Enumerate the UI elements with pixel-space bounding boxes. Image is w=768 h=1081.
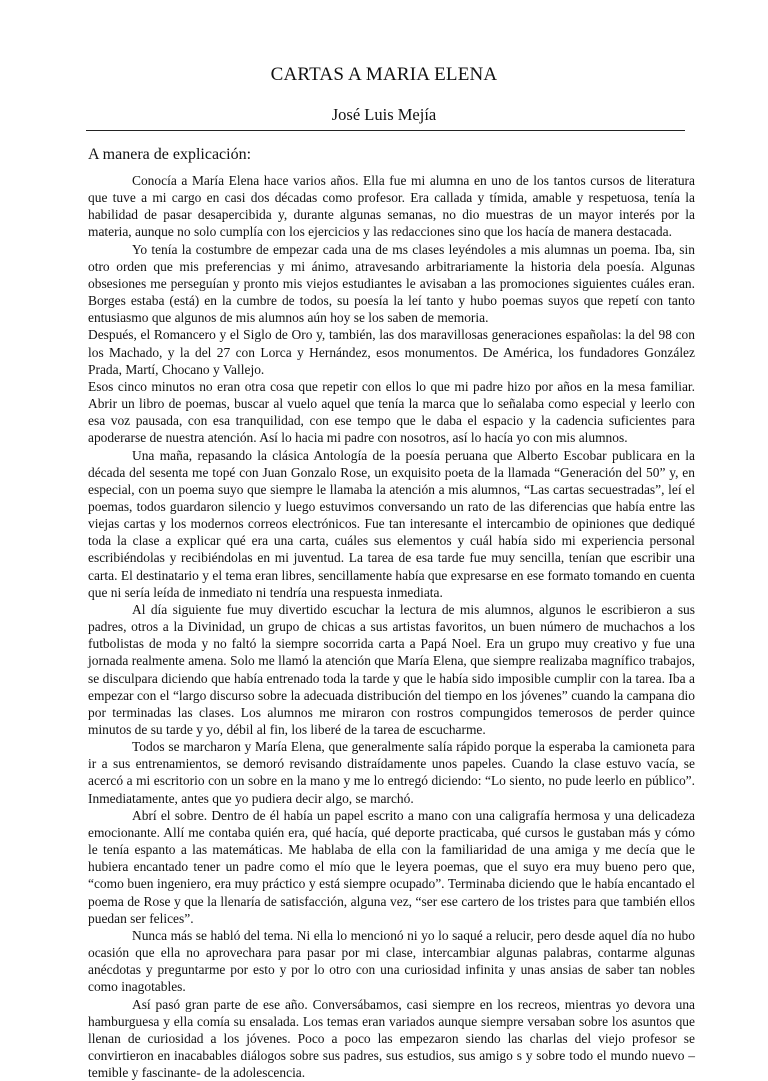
- paragraph: Al día siguiente fue muy divertido escuchar la lectura de mis alumnos, algunos le escribieron a sus padres, otros a la Divinidad, un grupo de chicas a sus artistas favoritos, un buen número de muchachos a los futbolistas de moda y no faltó la siempre socorrida carta a Papá Noel. Era un grupo muy creativo y fue una jornada realmente amena. Solo me llamó la atención que María Elena, que siempre realizaba magnífico trabajos, se disculpara diciendo que había entrenado toda la tarde y que le había sido imposible cumplir con la tarea. Iba a empezar con el “largo discurso sobre la adecuada distribución del tiempo en los jóvenes” cuando la campana dio por terminadas las clases. Los alumnos me miraron con rostros compungidos temerosos de perder quince minutos de su tarde y yo, débil al fin, los liberé de la tarea de escucharme.: [88, 601, 695, 738]
- paragraph: Esos cinco minutos no eran otra cosa que repetir con ellos lo que mi padre hizo por años en la mesa familiar. Abrir un libro de poemas, buscar al vuelo aquel que tenía la marca que lo señalaba como especial y leerlo con esa voz pausada, con esa tranquilidad, con ese tempo que le daba el espacio y la cadencia suficientes para apoderarse de nuestra atención. Así lo hacia mi padre con nosotros, así lo hacía yo con mis alumnos.: [88, 378, 695, 447]
- section-heading: A manera de explicación:: [88, 146, 251, 164]
- title-divider: [86, 130, 685, 131]
- paragraph: Todos se marcharon y María Elena, que generalmente salía rápido porque la esperaba la camioneta para ir a sus entrenamientos, se demoró revisando distraídamente unos papeles. Cuando la clase estuvo vacía, se acercó a mi escritorio con un sobre en la mano y me lo entregó diciendo: “Lo siento, no pude leerlo en público”. Inmediatamente, antes que yo pudiera decir algo, se marchó.: [88, 738, 695, 807]
- document-body: [88, 172, 695, 1081]
- paragraph: Después, el Romancero y el Siglo de Oro y, también, las dos maravillosas generaciones españolas: la del 98 con los Machado, y la del 27 con Lorca y Hernández, esos monumentos. De América, los fundadores González Prada, Martí, Chocano y Vallejo.: [88, 326, 695, 377]
- paragraph: Nunca más se habló del tema. Ni ella lo mencionó ni yo lo saqué a relucir, pero desde aquel día no hubo ocasión que ella no aprovechara para pasar por mi clase, intercambiar algunas palabras, contarme algunas anécdotas y preguntarme por esto y por lo otro con una curiosidad infinita y unas ansias de saber tan nobles como inagotables.: [88, 927, 695, 996]
- document-title: CARTAS A MARIA ELENA: [0, 64, 768, 86]
- document-author: José Luis Mejía: [0, 105, 768, 125]
- paragraph: Así pasó gran parte de ese año. Conversábamos, casi siempre en los recreos, mientras yo devora una hamburguesa y ella comía su ensalada. Los temas eran variados aunque siempre versaban sobre los asuntos que llenan de curiosidad a los jóvenes. Poco a poco las empezaron siendo las charlas del viejo profesor se convirtieron en inacabables diálogos sobre sus padres, sus estudios, sus amigo s y sobre todo el mundo nuevo –temible y fascinante- de la adolescencia.: [88, 996, 695, 1081]
- paragraph: Una maña, repasando la clásica Antología de la poesía peruana que Alberto Escobar publicara en la década del sesenta me topé con Juan Gonzalo Rose, un exquisito poeta de la llamada “Generación del 50” y, en especial, con un poema suyo que siempre le llamaba la atención a mis alumnos, “Las cartas secuestradas”, leí el poemas, todos guardaron silencio y luego estuvimos conversando un rato de las diferencias que había entre las viejas cartas y los modernos correos electrónicos. Fue tan interesante el intercambio de opiniones que dediqué toda la clase a explicar qué era una carta, cuáles sus elementos y cuál había sido mi experiencia personal escribiéndolas y recibiéndolas en mi juventud. La tarea de esa tarde fue muy sencilla, tenían que escribir una carta. El destinatario y el tema eran libres, sencillamente había que expresarse en ese formato tomando en cuenta que ni sería leída de inmediato ni tendría una respuesta inmediata.: [88, 447, 695, 601]
- paragraph: Yo tenía la costumbre de empezar cada una de ms clases leyéndoles a mis alumnas un poema. Iba, sin otro orden que mis preferencias y mi ánimo, atravesando arbitrariamente la historia dela poesía. Algunas obsesiones me perseguían y pronto mis viejos estudiantes le avisaban a las promociones siguientes cuáles eran. Borges estaba (está) en la cumbre de todos, su poesía la leí tanto y hubo poemas suyos que repetí con tanto entusiasmo que algunos de mis alumnos aún hoy se los saben de memoria.: [88, 241, 695, 327]
- paragraph: Conocía a María Elena hace varios años. Ella fue mi alumna en uno de los tantos cursos de literatura que tuve a mi cargo en casi dos décadas como profesor. Era callada y tímida, amable y respetuosa, tenía la habilidad de pasar desapercibida y, durante algunas semanas, no dio muestras de un mayor interés por la materia, aunque no solo cumplía con los ejercicios y las redacciones sino que los hacía de manera destacada.: [88, 172, 695, 241]
- paragraph: Abrí el sobre. Dentro de él había un papel escrito a mano con una caligrafía hermosa y una delicadeza emocionante. Allí me contaba quién era, qué hacía, qué deporte practicaba, qué cursos le gustaban más y cómo le tenía espanto a las matemáticas. Me hablaba de ella con la familiaridad de una amiga y me decía que le hubiera encantado tener un padre como el mío que le leyera poemas, que el suyo era muy bueno pero que, “como buen ingeniero, era muy práctico y está siempre ocupado”. Terminaba diciendo que le había encantado el poema de Rose y que la llenaría de satisfacción, alguna vez, “ser ese cartero de los tristes para que también ellos puedan ser felices”.: [88, 807, 695, 927]
